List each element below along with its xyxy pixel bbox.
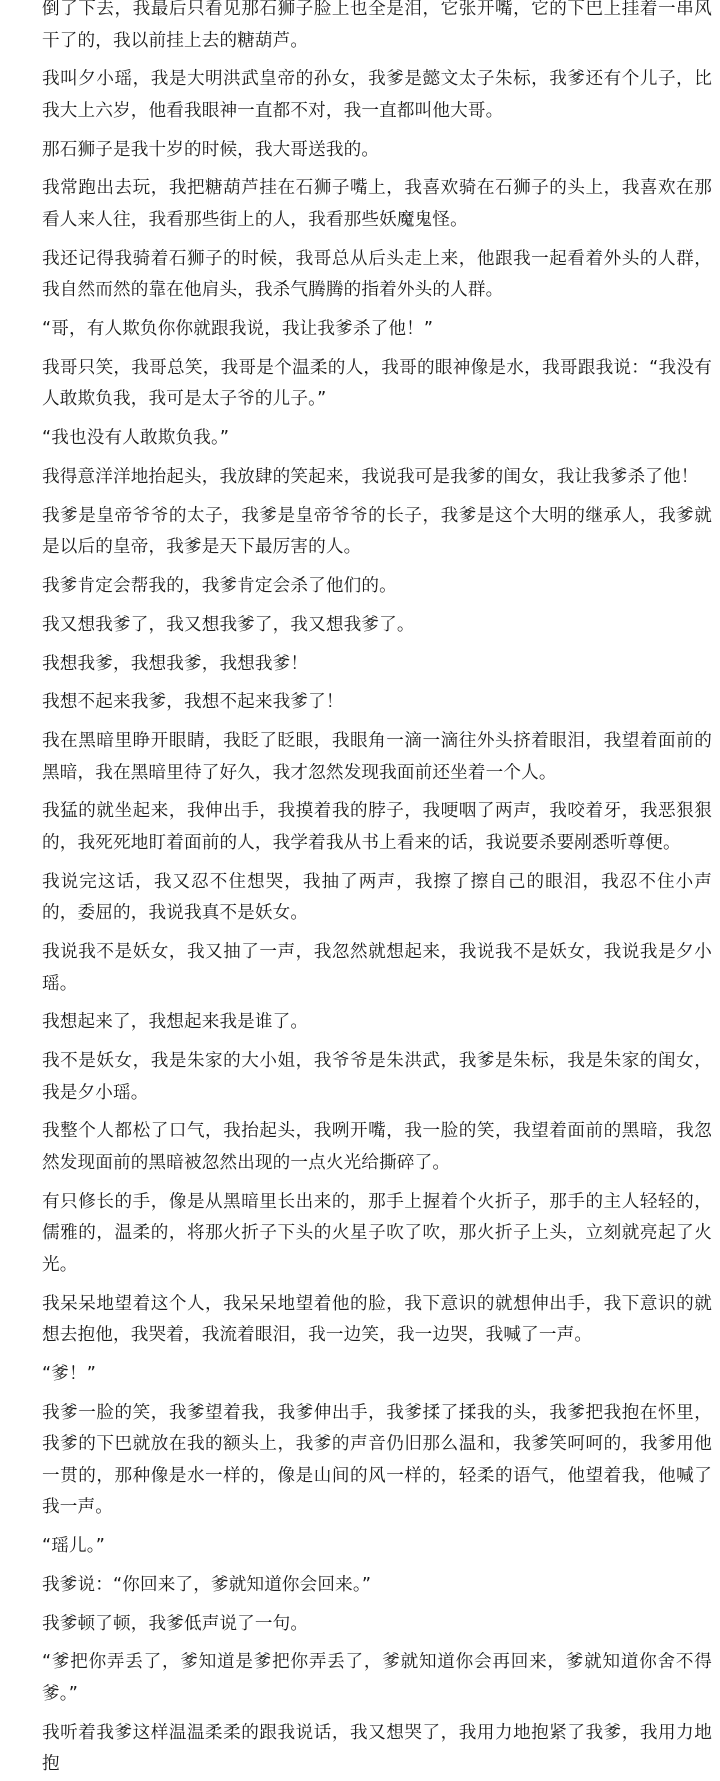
paragraph: 我说我不是妖女，我又抽了一声，我忽然就想起来，我说我不是妖女，我说我是夕小瑶。 bbox=[42, 942, 712, 994]
paragraph: “我也没有人敢欺负我。” bbox=[42, 428, 230, 449]
paragraph: 我爹说：“你回来了，爹就知道你会回来。” bbox=[42, 1574, 372, 1595]
paragraph: 我想起来了，我想起来我是谁了。 bbox=[42, 1012, 309, 1033]
paragraph: 我不是妖女，我是朱家的大小姐，我爷爷是朱洪武，我爹是朱标，我是朱家的闺女，我是夕小瑶。 bbox=[42, 1051, 712, 1103]
paragraph: 我整个人都松了口气，我抬起头，我咧开嘴，我一脸的笑，我望着面前的黑暗，我忽然发现面前的黑暗被忽然出现的一点火光给撕碎了。 bbox=[42, 1121, 712, 1173]
paragraph: 我还记得我骑着石狮子的时候，我哥总从后头走上来，他跟我一起看着外头的人群，我自然而然的靠在他肩头，我杀气腾腾的指着外头的人群。 bbox=[42, 248, 712, 301]
paragraph: 我又想我爹了，我又想我爹了，我又想我爹了。 bbox=[42, 614, 415, 635]
paragraph: 我常跑出去玩，我把糖葫芦挂在石狮子嘴上，我喜欢骑在石狮子的头上，我喜欢在那看人来人往，我看那些街上的人，我看那些妖魔鬼怪。 bbox=[42, 178, 712, 230]
paragraph: “爹！” bbox=[42, 1363, 97, 1384]
paragraph: 我爹是皇帝爷爷的太子，我爹是皇帝爷爷的长子，我爹是这个大明的继承人，我爹就是以后的皇帝，我爹是天下最厉害的人。 bbox=[42, 505, 712, 558]
paragraph: 我爹肯定会帮我的，我爹肯定会杀了他们的。 bbox=[42, 575, 397, 596]
paragraph: 有只修长的手，像是从黑暗里长出来的，那手上握着个火折子，那手的主人轻轻的，儒雅的，温柔的，将那火折子下头的火星子吹了吹，那火折子上头，立刻就亮起了火光。 bbox=[42, 1191, 712, 1275]
paragraph: 我叫夕小瑶，我是大明洪武皇帝的孙女，我爹是懿文太子朱标，我爹还有个儿子，比我大上六岁，他看我眼神一直都不对，我一直都叫他大哥。 bbox=[42, 69, 712, 121]
paragraph: 我哥只笑，我哥总笑，我哥是个温柔的人，我哥的眼神像是水，我哥跟我说：“我没有人敢欺负我，我可是太子爷的儿子。” bbox=[42, 357, 712, 410]
paragraph: 那石狮子是我十岁的时候，我大哥送我的。 bbox=[42, 139, 380, 160]
paragraph: 倒了下去，我最后只看见那石狮子脸上也全是泪，它张开嘴，它的下巴上挂着一串风干了的，我以前挂上去的糖葫芦。 bbox=[42, 0, 712, 51]
chapter-text bbox=[42, 0, 712, 1781]
paragraph: 我爹顿了顿，我爹低声说了一句。 bbox=[42, 1613, 309, 1634]
paragraph: 我爹一脸的笑，我爹望着我，我爹伸出手，我爹揉了揉我的头，我爹把我抱在怀里，我爹的下巴就放在我的额头上，我爹的声音仍旧那么温和，我爹笑呵呵的，我爹用他一贯的，那种像是水一样的，像是山间的风一样的，轻柔的语气，他望着我，他喊了我一声。 bbox=[42, 1402, 712, 1518]
paragraph: 我说完这话，我又忍不住想哭，我抽了两声，我擦了擦自己的眼泪，我忍不住小声的，委屈的，我说我真不是妖女。 bbox=[42, 871, 712, 924]
paragraph: 我得意洋洋地抬起头，我放肆的笑起来，我说我可是我爹的闺女，我让我爹杀了他！ bbox=[42, 466, 699, 487]
paragraph: “哥，有人欺负你你就跟我说，我让我爹杀了他！” bbox=[42, 318, 434, 339]
paragraph: 我猛的就坐起来，我伸出手，我摸着我的脖子，我哽咽了两声，我咬着牙，我恶狠狠的，我死死地盯着面前的人，我学着我从书上看来的话，我说要杀要剐悉听尊便。 bbox=[42, 801, 712, 853]
paragraph: “爹把你弄丢了，爹知道是爹把你弄丢了，爹就知道你会再回来，爹就知道你舍不得爹。” bbox=[42, 1652, 712, 1704]
paragraph: 我听着我爹这样温温柔柔的跟我说话，我又想哭了，我用力地抱紧了我爹，我用力地抱 bbox=[42, 1722, 712, 1775]
paragraph: 我呆呆地望着这个人，我呆呆地望着他的脸，我下意识的就想伸出手，我下意识的就想去抱他，我哭着，我流着眼泪，我一边笑，我一边哭，我喊了一声。 bbox=[42, 1293, 712, 1346]
paragraph: 我想我爹，我想我爹，我想我爹！ bbox=[42, 653, 309, 674]
paragraph: “瑶儿。” bbox=[42, 1535, 105, 1556]
paragraph: 我想不起来我爹，我想不起来我爹了！ bbox=[42, 692, 344, 713]
paragraph: 我在黑暗里睁开眼睛，我眨了眨眼，我眼角一滴一滴往外头挤着眼泪，我望着面前的黑暗，我在黑暗里待了好久，我才忽然发现我面前还坐着一个人。 bbox=[42, 731, 712, 783]
